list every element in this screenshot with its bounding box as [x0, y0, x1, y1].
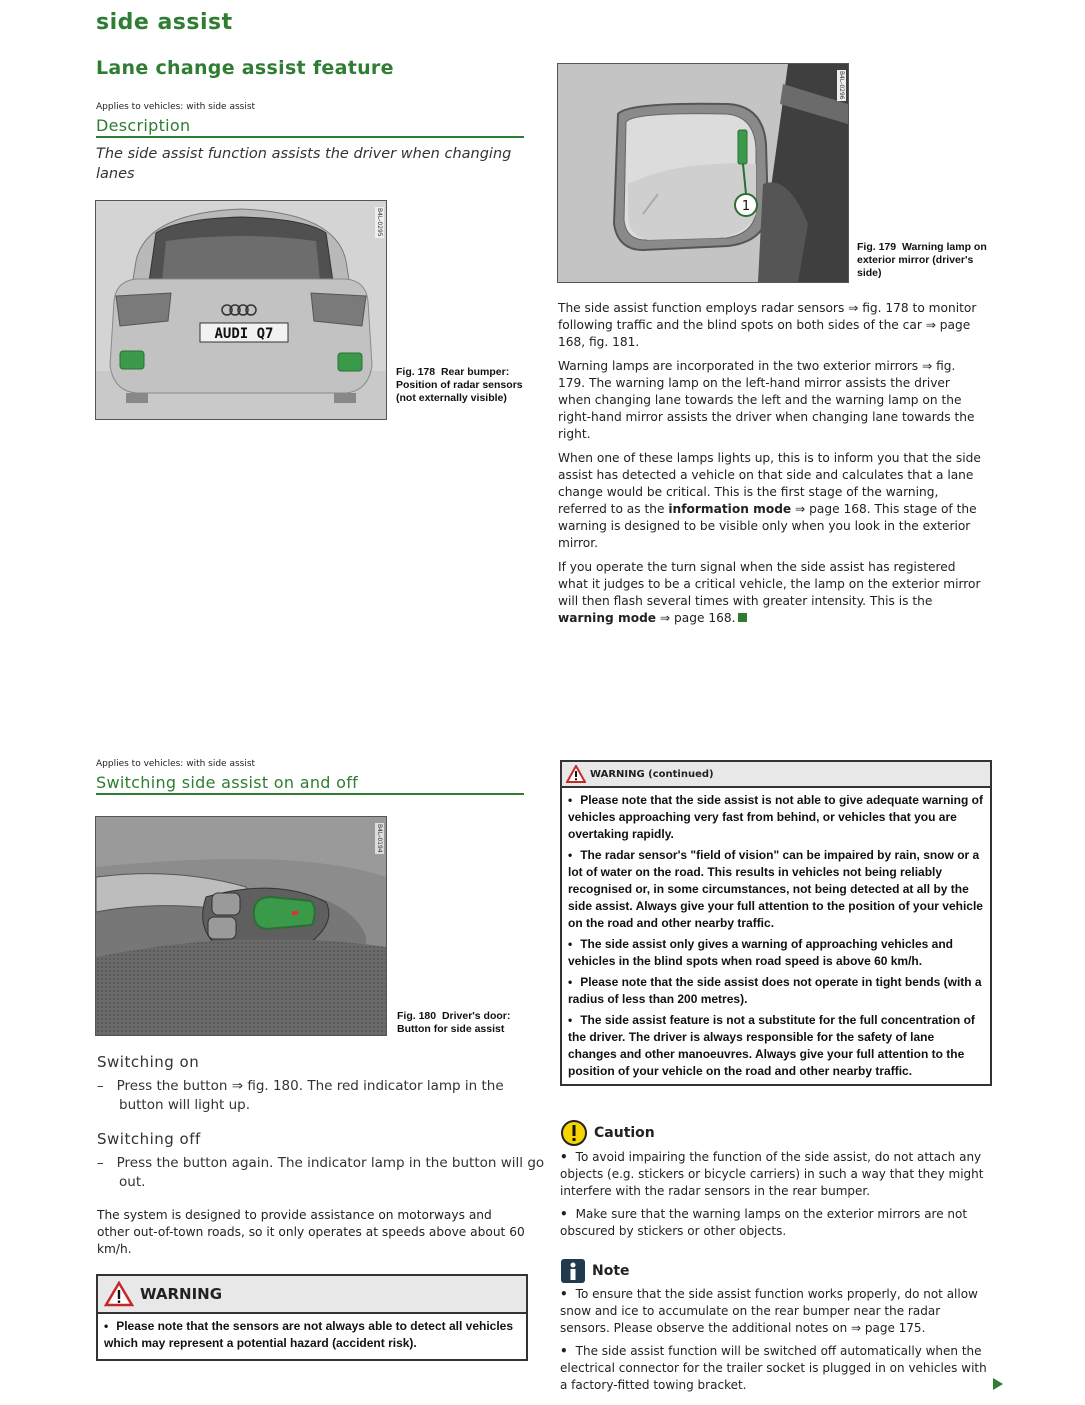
rear-bumper-illustration	[96, 201, 386, 419]
switching-body: The system is designed to provide assistance on motorways and other out-of-town roads, so it only operates at speeds above about 60 km/h.	[97, 1208, 525, 1256]
switching-on-step: – Press the button ⇒ fig. 180. The red indicator lamp in the button will light up.	[97, 1078, 504, 1113]
description-body	[558, 300, 986, 634]
figure-id: B4L-0194	[376, 824, 383, 853]
figure-door-button	[95, 816, 387, 1036]
description-lead: The side assist function assists the driver when changing lanes	[96, 146, 512, 182]
figure-rear-bumper	[95, 200, 387, 420]
figure-178-caption: Fig. 178 Rear bumper: Position of radar sensors (not externally visible)	[396, 366, 523, 404]
caution-item: • To avoid impairing the function of the side assist, do not attach any objects (e.g. stickers or bicycle carriers) in such a way that they might interfere with the radar sensors in the rear bumper.	[560, 1150, 984, 1198]
caution-item: • Make sure that the warning lamps on the exterior mirrors are not obscured by stickers or other objects.	[560, 1207, 968, 1238]
warning-triangle-icon	[566, 765, 586, 783]
license-plate: AUDI Q7	[214, 326, 274, 342]
warning-continued-header: WARNING (continued)	[562, 762, 990, 788]
description-heading: Description	[96, 116, 524, 138]
warning-box	[96, 1274, 528, 1361]
warning-item: • Please note that the side assist is not able to give adequate warning of vehicles approaching very fast from behind, or vehicles that you are overtaking rapidly.	[568, 793, 983, 841]
warning-body	[98, 1314, 526, 1359]
mirror-illustration	[558, 64, 848, 282]
warning-continued-body	[562, 788, 990, 1084]
warning-item: • Please note that the sensors are not always able to detect all vehicles which may represent a potential hazard (accident risk).	[104, 1319, 514, 1350]
warning-item: • The radar sensor's "field of vision" can be impaired by rain, snow or a lot of water on the road. This results in vehicles not being reliably recognised or, in some circumstances, not being detected at all by the side assist. Always give your full attention to the position of your vehicle on the road and other nearby traffic.	[568, 848, 983, 930]
figure-180-caption: Fig. 180 Driver's door: Button for side assist	[397, 1010, 511, 1035]
side-assist-button	[254, 897, 315, 929]
caution-header: Caution	[560, 1119, 655, 1147]
caution-body	[560, 1149, 988, 1246]
continue-arrow-icon	[991, 1377, 1005, 1391]
right-sensor-marker	[338, 353, 362, 371]
switching-heading: Switching side assist on and off	[96, 773, 524, 795]
note-item: • The side assist function will be switched off automatically when the electrical connector for the trailer socket is plugged in on vehicles with a factory-fitted towing bracket.	[560, 1344, 987, 1392]
figure-179-caption: Fig. 179 Warning lamp on exterior mirror (driver's side)	[857, 241, 987, 279]
section-title: Lane change assist feature	[96, 57, 394, 79]
figure-exterior-mirror	[557, 63, 849, 283]
note-item: • To ensure that the side assist function works properly, do not allow snow and ice to accumulate on the rear bumper near the radar sensors. Please observe the additional notes on ⇒ page 175.	[560, 1287, 978, 1335]
switching-off-step: – Press the button again. The indicator lamp in the button will go out.	[97, 1155, 545, 1190]
caution-icon	[560, 1119, 588, 1147]
warning-triangle-icon	[104, 1281, 134, 1307]
mirror-warning-lamp	[738, 130, 747, 164]
door-illustration	[96, 817, 386, 1035]
note-body	[560, 1286, 988, 1400]
para-warning-mode: If you operate the turn signal when the side assist has registered what it judges to be a critical vehicle, the lamp on the exterior mirror will then flash several times with greater intensity. This is the warning mode ⇒ page 168.	[558, 560, 981, 625]
svg-text:1: 1	[741, 199, 751, 214]
warning-continued-box	[560, 760, 992, 1086]
figure-id: B4L-0296	[838, 71, 845, 100]
para-radar-sensors: The side assist function employs radar sensors ⇒ fig. 178 to monitor following traffic and the blind spots on both sides of the car ⇒ page 168, fig. 181.	[558, 301, 977, 349]
left-sensor-marker	[120, 351, 144, 369]
note-header: Note	[560, 1258, 630, 1284]
note-icon	[560, 1258, 586, 1284]
applies-note: Applies to vehicles: with side assist	[96, 759, 256, 769]
warning-item: • The side assist feature is not a substitute for the full concentration of the driver. The driver is always responsible for the safety of lane changes and other manoeuvres. Always give your full attention to the position of your vehicle on the road and other nearby traffic.	[568, 1013, 975, 1078]
warning-item: • The side assist only gives a warning of approaching vehicles and vehicles in the blind spots when road speed is above 60 km/h.	[568, 937, 953, 968]
warning-item: • Please note that the side assist does not operate in tight bends (with a radius of less than 200 metres).	[568, 975, 982, 1006]
switching-off-heading: Switching off	[97, 1130, 201, 1148]
para-information-mode: When one of these lamps lights up, this is to inform you that the side assist has detected a vehicle on that side and calculates that a lane change would be critical. This is the first stage of the warning, referred to as the information mode ⇒ page 168. This stage of the warning is designed to be visible only when you look in the exterior mirror.	[558, 451, 981, 550]
chapter-title: side assist	[96, 10, 233, 35]
para-warning-lamps: Warning lamps are incorporated in the two exterior mirrors ⇒ fig. 179. The warning lamp on the left-hand mirror assists the driver when changing lane towards the left and the warning lamp on the right-hand mirror assists the driver when changing lane towards the right.	[558, 359, 975, 441]
figure-id: B4L-0295	[376, 208, 383, 237]
end-square-icon	[738, 613, 747, 622]
applies-note: Applies to vehicles: with side assist	[96, 102, 256, 112]
warning-header: WARNING	[98, 1276, 526, 1314]
switching-on-heading: Switching on	[97, 1053, 200, 1071]
